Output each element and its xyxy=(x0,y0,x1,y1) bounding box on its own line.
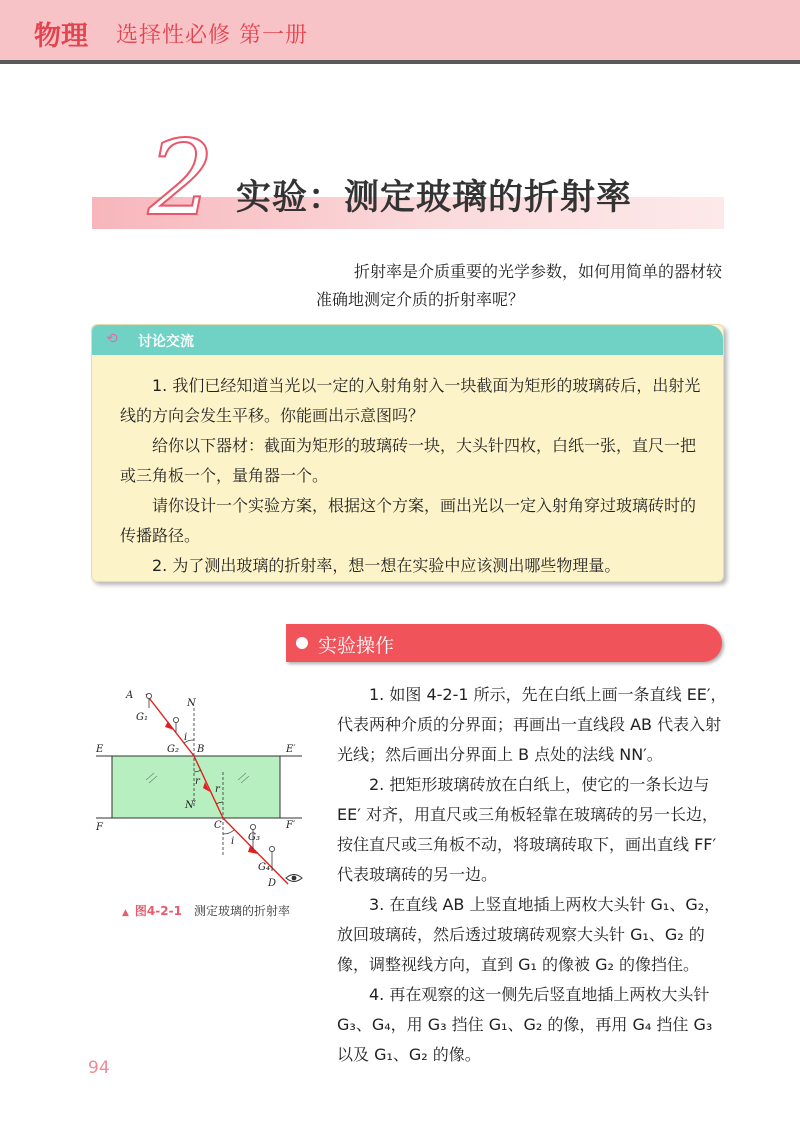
label-G2: G₂ xyxy=(167,744,179,755)
arrow-icon xyxy=(165,721,174,730)
pin-G3-icon xyxy=(250,824,255,829)
discussion-label: 讨论交流 xyxy=(138,334,194,350)
label-i-top: i xyxy=(184,732,188,743)
experiment-heading: 实验操作 xyxy=(318,635,395,657)
step-paragraph: 1. 如图 4-2-1 所示，先在白纸上画一条直线 EE′，代表两种介质的分界面；再画出一直线段 AB 代表入射光线；然后画出分界面上 B 点处的法线 NN′。 xyxy=(337,685,727,764)
pin-G1-icon xyxy=(146,693,151,698)
triangle-icon: ▲ xyxy=(122,908,129,918)
experiment-steps xyxy=(337,680,733,1070)
discussion-box xyxy=(91,324,724,582)
label-G3: G₃ xyxy=(248,832,260,843)
label-G1: G₁ xyxy=(136,712,148,723)
intro-text xyxy=(316,258,756,314)
book-title: 选择性必修 第一册 xyxy=(116,23,308,48)
pin-G4-icon xyxy=(269,846,274,851)
bullet-dot-icon xyxy=(296,637,308,649)
label-G4: G₄ xyxy=(258,862,270,873)
discussion-icon: ⟲ xyxy=(106,331,118,347)
discussion-paragraph: 给你以下器材：截面为矩形的玻璃砖一块，大头针四枚，白纸一张，直尺一把或三角板一个，量角器一个。 xyxy=(120,436,697,485)
figure-caption-text: 测定玻璃的折射率 xyxy=(193,904,290,918)
discussion-paragraph: 请你设计一个实验方案，根据这个方案，画出光以一定入射角穿过玻璃砖时的传播路径。 xyxy=(120,496,697,545)
pin-G2-icon xyxy=(173,717,178,722)
label-N-prime: N′ xyxy=(185,800,197,811)
label-E-prime: E′ xyxy=(286,744,296,755)
intro-line-1: 折射率是介质重要的光学参数，如何用简单的器材较 xyxy=(354,262,723,281)
label-C: C xyxy=(214,820,222,831)
label-N: N xyxy=(187,698,196,709)
figure-number: 图4-2-1 xyxy=(134,904,182,918)
eye-icon xyxy=(286,875,302,882)
experiment-heading-bar xyxy=(286,624,722,662)
refraction-figure xyxy=(88,680,314,902)
label-D: D xyxy=(268,878,277,889)
discussion-paragraph: 1. 我们已经知道当光以一定的入射角射入一块截面为矩形的玻璃砖后，出射光线的方向会发生平移。你能画出示意图吗？ xyxy=(120,376,701,425)
label-F-prime: F′ xyxy=(286,820,296,831)
figure-caption xyxy=(122,902,290,919)
discussion-header xyxy=(92,325,723,355)
subject-title: 物理 xyxy=(34,21,88,52)
label-E: E xyxy=(96,744,104,755)
discussion-body xyxy=(92,355,723,581)
label-r-left: r xyxy=(195,776,200,787)
intro-line-2: 准确地测定介质的折射率呢？ xyxy=(316,290,525,309)
page-header xyxy=(0,0,800,64)
label-A: A xyxy=(126,690,134,701)
section-title: 实验：测定玻璃的折射率 xyxy=(236,178,633,218)
step-paragraph: 4. 再在观察的这一侧先后竖直地插上两枚大头针 G₃、G₄，用 G₃ 挡住 G₁、G₂ 的像，再用 G₄ 挡住 G₃ 以及 G₁、G₂ 的像。 xyxy=(337,985,713,1064)
step-paragraph: 2. 把矩形玻璃砖放在白纸上，使它的一条长边与 EE′ 对齐，用直尺或三角板轻靠在玻璃砖的另一长边，按住直尺或三角板不动，将玻璃砖取下，画出直线 FF′ 代表玻璃砖的另一边。 xyxy=(337,775,718,884)
label-i-bottom: i xyxy=(231,836,235,847)
label-B: B xyxy=(197,744,205,755)
label-r-right: r xyxy=(215,784,220,795)
step-paragraph: 3. 在直线 AB 上竖直地插上两枚大头针 G₁、G₂，放回玻璃砖，然后透过玻璃砖观察大头针 G₁、G₂ 的像，调整视线方向，直到 G₁ 的像被 G₂ 的像挡住。 xyxy=(337,895,721,974)
label-F: F xyxy=(96,822,103,833)
section-number: 2 xyxy=(148,117,215,239)
discussion-paragraph: 2. 为了测出玻璃的折射率，想一想在实验中应该测出哪些物理量。 xyxy=(152,556,621,575)
page-number: 94 xyxy=(88,1058,110,1078)
